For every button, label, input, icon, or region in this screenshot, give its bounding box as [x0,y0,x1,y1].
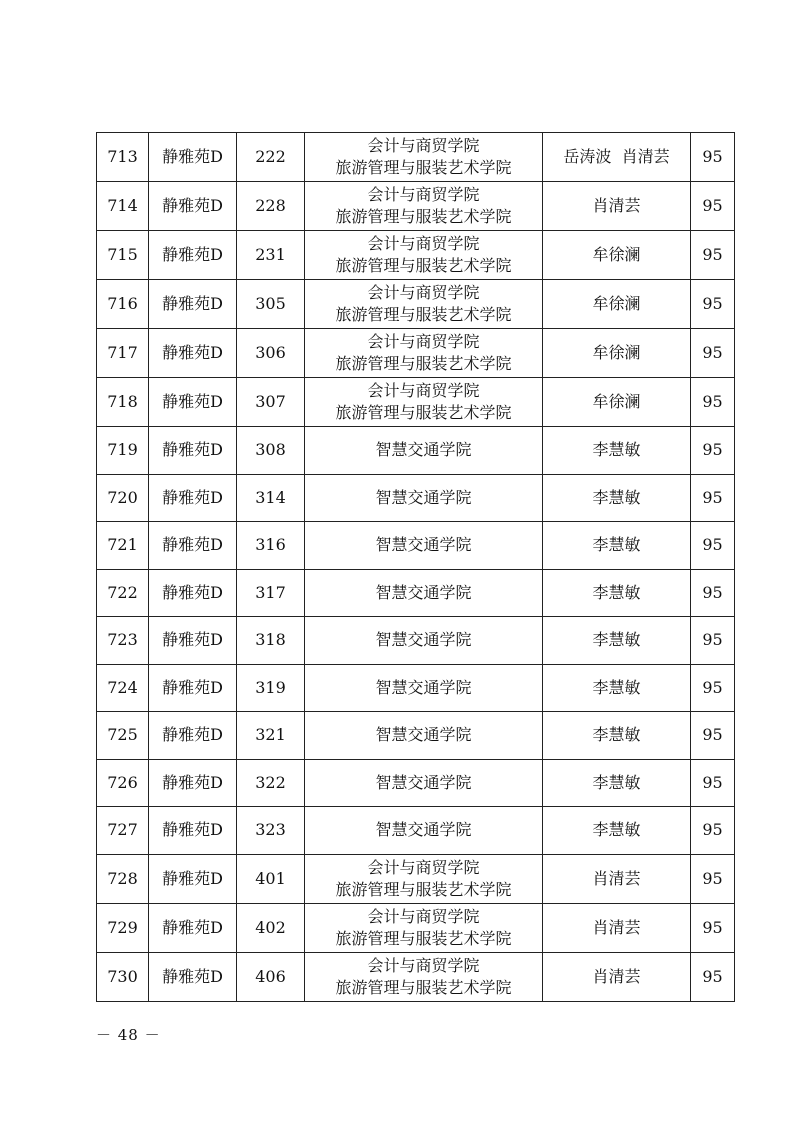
room-cell: 231 [237,231,305,280]
score-cell: 95 [691,903,735,952]
teacher-cell: 李慧敏 [543,427,691,475]
teacher-cell: 李慧敏 [543,617,691,665]
teacher-cell: 牟徐澜 [543,280,691,329]
teacher-cell: 牟徐澜 [543,329,691,378]
college-cell [305,329,543,378]
building-cell: 静雅苑D [149,231,237,280]
college-line: 智慧交通学院 [375,487,472,507]
teacher-cell: 牟徐澜 [543,231,691,280]
room-cell: 402 [237,903,305,952]
college-line: 会计与商贸学院 [367,857,480,877]
room-cell: 317 [237,569,305,617]
teacher-cell: 李慧敏 [543,759,691,807]
room-cell: 308 [237,427,305,475]
table-row [97,522,735,570]
college-line: 会计与商贸学院 [367,955,480,975]
table-row [97,759,735,807]
score-cell: 95 [691,952,735,1001]
row-number-cell: 724 [97,664,149,712]
row-number-cell: 723 [97,617,149,665]
score-cell: 95 [691,329,735,378]
college-line: 智慧交通学院 [375,582,472,602]
room-cell: 322 [237,759,305,807]
score-cell: 95 [691,280,735,329]
table-row [97,854,735,903]
building-cell: 静雅苑D [149,329,237,378]
table-row [97,133,735,182]
building-cell: 静雅苑D [149,378,237,427]
college-line: 旅游管理与服装艺术学院 [335,207,512,226]
teacher-cell: 李慧敏 [543,664,691,712]
building-cell: 静雅苑D [149,569,237,617]
college-line: 会计与商贸学院 [367,381,480,400]
building-cell: 静雅苑D [149,617,237,665]
college-line: 旅游管理与服装艺术学院 [335,354,512,373]
row-number-cell: 721 [97,522,149,570]
row-number-cell: 716 [97,280,149,329]
table-row [97,952,735,1001]
room-cell: 228 [237,182,305,231]
college-line: 会计与商贸学院 [367,906,480,926]
college-cell [305,522,543,570]
teacher-cell: 肖清芸 [543,182,691,231]
college-line: 旅游管理与服装艺术学院 [335,305,512,324]
row-number-cell: 715 [97,231,149,280]
score-cell: 95 [691,854,735,903]
teacher-cell: 肖清芸 [543,854,691,903]
row-number-cell: 722 [97,569,149,617]
row-number-cell: 726 [97,759,149,807]
college-cell [305,280,543,329]
room-cell: 401 [237,854,305,903]
college-line: 会计与商贸学院 [367,185,480,204]
table-row [97,664,735,712]
building-cell: 静雅苑D [149,133,237,182]
building-cell: 静雅苑D [149,903,237,952]
college-cell [305,712,543,760]
room-cell: 316 [237,522,305,570]
score-cell: 95 [691,231,735,280]
college-line: 旅游管理与服装艺术学院 [335,928,512,948]
teacher-cell: 李慧敏 [543,807,691,855]
college-cell [305,854,543,903]
college-cell [305,231,543,280]
table-row [97,182,735,231]
page-number: － 48 － [96,1026,161,1044]
college-line: 智慧交通学院 [375,630,472,650]
building-cell: 静雅苑D [149,182,237,231]
teacher-cell: 李慧敏 [543,522,691,570]
score-cell: 95 [691,378,735,427]
score-cell: 95 [691,664,735,712]
room-cell: 406 [237,952,305,1001]
room-cell: 318 [237,617,305,665]
college-cell [305,182,543,231]
room-cell: 321 [237,712,305,760]
score-cell: 95 [691,427,735,475]
row-number-cell: 717 [97,329,149,378]
college-line: 旅游管理与服装艺术学院 [335,403,512,422]
row-number-cell: 730 [97,952,149,1001]
room-cell: 307 [237,378,305,427]
table-row [97,231,735,280]
college-line: 旅游管理与服装艺术学院 [335,256,512,275]
college-line: 智慧交通学院 [375,440,472,460]
college-line: 旅游管理与服装艺术学院 [335,977,512,997]
college-line: 会计与商贸学院 [367,283,480,302]
college-cell [305,427,543,475]
room-cell: 314 [237,474,305,522]
table-row [97,712,735,760]
score-cell: 95 [691,182,735,231]
score-cell: 95 [691,712,735,760]
table-row [97,569,735,617]
row-number-cell: 714 [97,182,149,231]
college-cell [305,952,543,1001]
college-line: 智慧交通学院 [375,772,472,792]
college-line: 旅游管理与服装艺术学院 [335,158,512,177]
building-cell: 静雅苑D [149,712,237,760]
table-row [97,807,735,855]
dorm-inspection-table [96,132,735,1002]
college-line: 智慧交通学院 [375,820,472,840]
teacher-cell: 岳涛波 肖清芸 [543,133,691,182]
score-cell: 95 [691,522,735,570]
building-cell: 静雅苑D [149,664,237,712]
teacher-cell: 肖清芸 [543,952,691,1001]
table-row [97,329,735,378]
row-number-cell: 720 [97,474,149,522]
college-cell [305,378,543,427]
building-cell: 静雅苑D [149,854,237,903]
score-cell: 95 [691,617,735,665]
teacher-cell: 肖清芸 [543,903,691,952]
room-cell: 319 [237,664,305,712]
score-cell: 95 [691,569,735,617]
table-row [97,474,735,522]
building-cell: 静雅苑D [149,427,237,475]
college-cell [305,133,543,182]
college-line: 旅游管理与服装艺术学院 [335,879,512,899]
table-row [97,617,735,665]
teacher-cell: 李慧敏 [543,712,691,760]
college-cell [305,617,543,665]
score-cell: 95 [691,133,735,182]
room-cell: 323 [237,807,305,855]
row-number-cell: 718 [97,378,149,427]
score-cell: 95 [691,759,735,807]
college-cell [305,664,543,712]
table-row [97,903,735,952]
college-line: 智慧交通学院 [375,535,472,555]
row-number-cell: 728 [97,854,149,903]
building-cell: 静雅苑D [149,280,237,329]
college-line: 智慧交通学院 [375,677,472,697]
score-cell: 95 [691,807,735,855]
table-row [97,378,735,427]
room-cell: 306 [237,329,305,378]
teacher-cell: 李慧敏 [543,474,691,522]
college-cell [305,903,543,952]
college-cell [305,474,543,522]
row-number-cell: 729 [97,903,149,952]
college-cell [305,569,543,617]
building-cell: 静雅苑D [149,952,237,1001]
score-cell: 95 [691,474,735,522]
row-number-cell: 713 [97,133,149,182]
college-cell [305,759,543,807]
row-number-cell: 727 [97,807,149,855]
college-line: 会计与商贸学院 [367,234,480,253]
building-cell: 静雅苑D [149,759,237,807]
room-cell: 222 [237,133,305,182]
row-number-cell: 719 [97,427,149,475]
row-number-cell: 725 [97,712,149,760]
building-cell: 静雅苑D [149,522,237,570]
college-line: 会计与商贸学院 [367,332,480,351]
table-row [97,280,735,329]
building-cell: 静雅苑D [149,474,237,522]
teacher-cell: 李慧敏 [543,569,691,617]
college-line: 会计与商贸学院 [367,136,480,155]
building-cell: 静雅苑D [149,807,237,855]
college-cell [305,807,543,855]
room-cell: 305 [237,280,305,329]
table-body [97,133,735,1002]
teacher-cell: 牟徐澜 [543,378,691,427]
college-line: 智慧交通学院 [375,725,472,745]
table-row [97,427,735,475]
